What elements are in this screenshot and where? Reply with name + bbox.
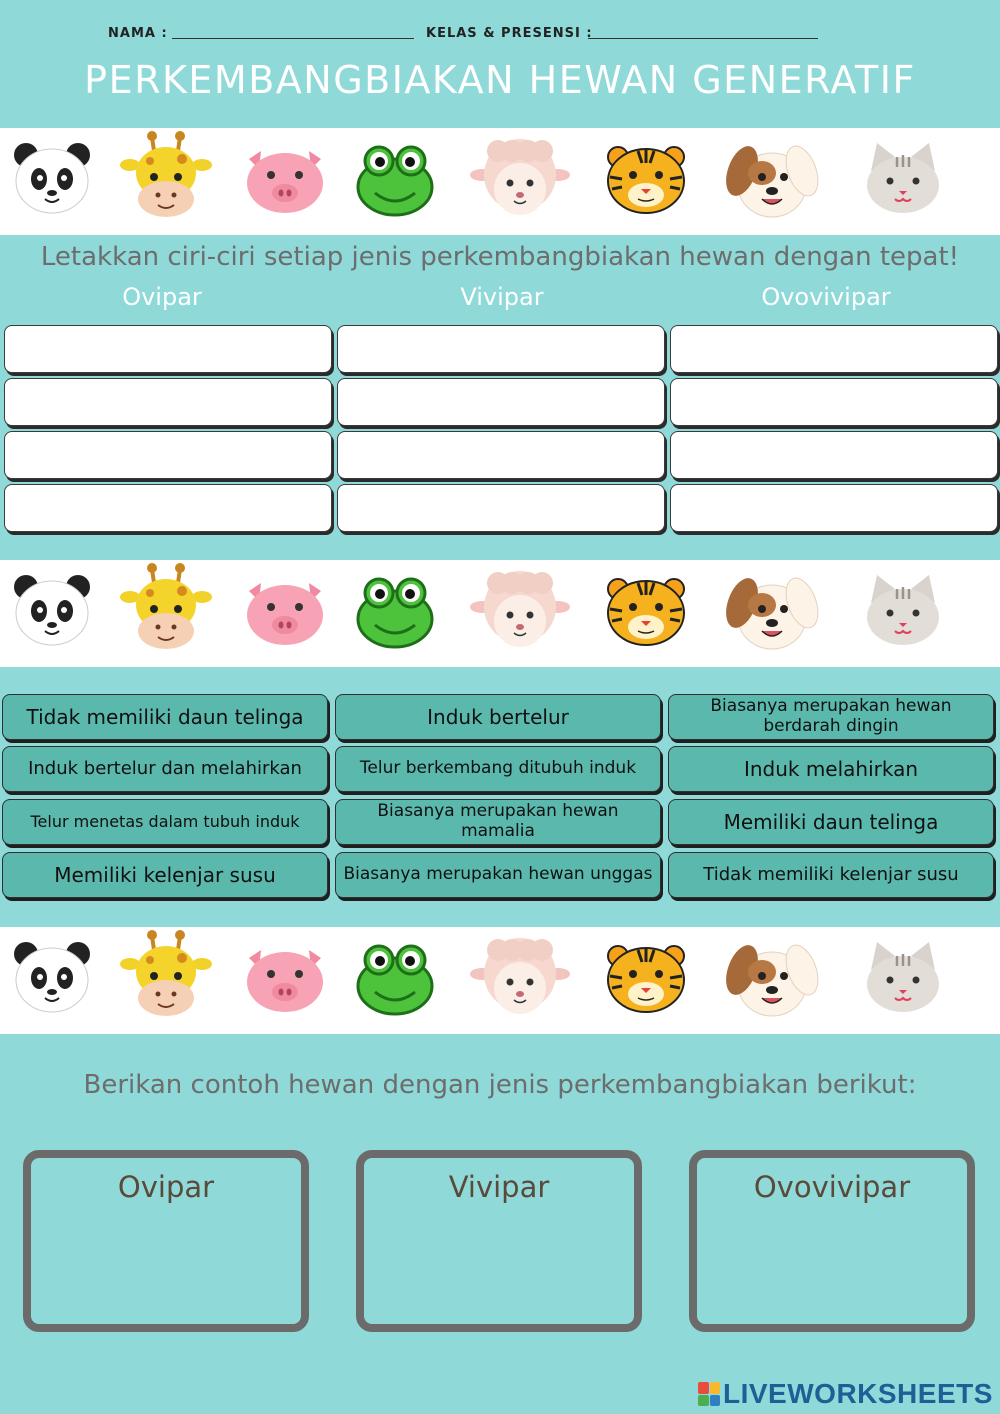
cat-icon: [867, 942, 939, 1012]
column-header-vivipar: Vivipar: [460, 283, 544, 311]
logo-text: LIVEWORKSHEETS: [723, 1378, 993, 1409]
drop-slot-ovipar-1[interactable]: [4, 325, 332, 373]
pig-icon: [247, 950, 323, 1012]
drop-slot-ovovivipar-3[interactable]: [670, 431, 998, 479]
pig-icon: [247, 151, 323, 213]
draggable-card[interactable]: Induk bertelur dan melahirkan: [2, 746, 328, 792]
liveworksheets-logo: [698, 1378, 993, 1410]
giraffe-icon: [120, 563, 212, 649]
class-label: KELAS & PRESENSI :: [426, 26, 593, 41]
cat-icon: [867, 143, 939, 213]
example-box-label: Ovovivipar: [753, 1170, 911, 1204]
drop-slot-vivipar-4[interactable]: [337, 484, 665, 532]
dog-icon: [720, 142, 824, 217]
name-blank-line: [172, 38, 414, 39]
column-header-ovipar: Ovipar: [122, 283, 202, 311]
animal-icons: [0, 927, 1000, 1034]
drop-slot-ovovivipar-1[interactable]: [670, 325, 998, 373]
name-label: NAMA :: [108, 26, 168, 41]
draggable-card[interactable]: Biasanya merupakan hewan mamalia: [335, 799, 661, 845]
drop-slot-vivipar-1[interactable]: [337, 325, 665, 373]
example-box-ovovivipar[interactable]: [689, 1150, 975, 1332]
panda-icon: [14, 575, 90, 645]
animal-icons: [0, 128, 1000, 235]
drop-slot-ovovivipar-2[interactable]: [670, 378, 998, 426]
dog-icon: [720, 574, 824, 649]
giraffe-icon: [120, 930, 212, 1016]
drop-slot-vivipar-2[interactable]: [337, 378, 665, 426]
frog-icon: [358, 147, 432, 215]
draggable-card[interactable]: Tidak memiliki kelenjar susu: [668, 852, 994, 898]
frog-icon: [358, 946, 432, 1014]
draggable-card[interactable]: Induk melahirkan: [668, 746, 994, 792]
sheep-icon: [470, 139, 570, 215]
animal-strip-1: [0, 128, 1000, 235]
drop-slot-vivipar-3[interactable]: [337, 431, 665, 479]
example-box-ovipar[interactable]: [23, 1150, 309, 1332]
draggable-card[interactable]: Memiliki daun telinga: [668, 799, 994, 845]
tiger-icon: [608, 946, 684, 1012]
instruction-2: Berikan contoh hewan dengan jenis perkembangbiakan berikut:: [83, 1070, 917, 1100]
column-header-ovovivipar: Ovovivipar: [761, 283, 891, 311]
draggable-card[interactable]: Memiliki kelenjar susu: [2, 852, 328, 898]
draggable-card[interactable]: Biasanya merupakan hewan unggas: [335, 852, 661, 898]
animal-strip-2: [0, 560, 1000, 667]
giraffe-icon: [120, 131, 212, 217]
tiger-icon: [608, 147, 684, 213]
animal-icons: [0, 560, 1000, 667]
draggable-card[interactable]: Induk bertelur: [335, 694, 661, 740]
draggable-card[interactable]: Tidak memiliki daun telinga: [2, 694, 328, 740]
draggable-card[interactable]: Biasanya merupakan hewan berdarah dingin: [668, 694, 994, 740]
draggable-card[interactable]: Telur berkembang ditubuh induk: [335, 746, 661, 792]
example-box-label: Vivipar: [448, 1170, 550, 1204]
draggable-card[interactable]: Telur menetas dalam tubuh induk: [2, 799, 328, 845]
animal-strip-3: [0, 927, 1000, 1034]
drop-slot-ovipar-2[interactable]: [4, 378, 332, 426]
pig-icon: [247, 583, 323, 645]
panda-icon: [14, 942, 90, 1012]
example-box-vivipar[interactable]: [356, 1150, 642, 1332]
drop-slot-ovipar-3[interactable]: [4, 431, 332, 479]
page-title: PERKEMBANGBIAKAN HEWAN GENERATIF: [84, 58, 916, 102]
cat-icon: [867, 575, 939, 645]
tiger-icon: [608, 579, 684, 645]
sheep-icon: [470, 938, 570, 1014]
dog-icon: [720, 941, 824, 1016]
sheep-icon: [470, 571, 570, 647]
frog-icon: [358, 579, 432, 647]
panda-icon: [14, 143, 90, 213]
drop-slot-ovovivipar-4[interactable]: [670, 484, 998, 532]
instruction-1: Letakkan ciri-ciri setiap jenis perkembangbiakan hewan dengan tepat!: [40, 242, 960, 272]
logo-icon: [698, 1382, 720, 1406]
class-blank-line: [588, 38, 818, 39]
drop-slot-ovipar-4[interactable]: [4, 484, 332, 532]
example-box-label: Ovipar: [117, 1170, 215, 1204]
